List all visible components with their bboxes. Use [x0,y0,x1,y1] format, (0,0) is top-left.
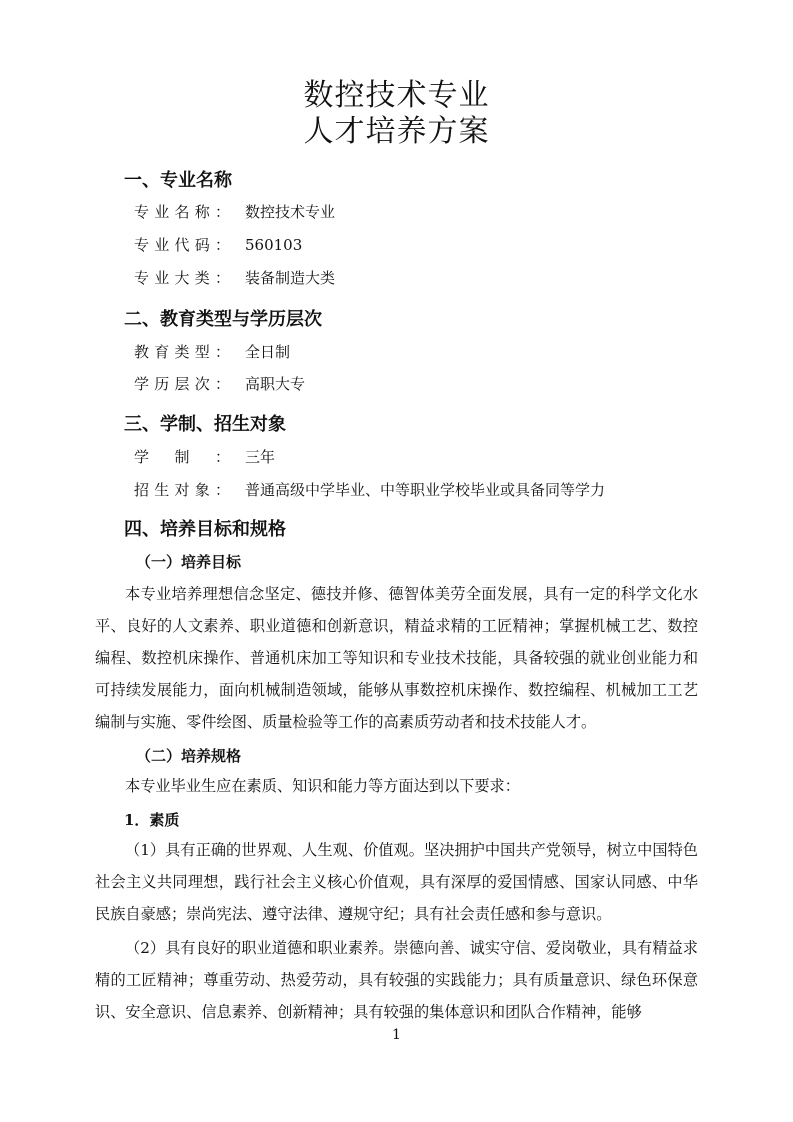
field-label-char: 专 [134,269,150,287]
field-label-char: 专 [134,203,150,221]
field-label-char: 码 [194,236,210,254]
field-value-enrollment-target: 普通高级中学毕业、中等职业学校毕业或具备同等学力 [245,481,606,499]
field-label-char: ： [214,269,230,287]
field-label-char: 象 [194,481,210,499]
subsection-heading-objectives: （一）培养目标 [136,553,242,571]
field-label-char: 专 [134,236,150,254]
field-label-char: 大 [174,269,190,287]
field-label-char: 学 [134,375,150,393]
field-label-enrollment-target [134,480,230,500]
field-label-char: ： [214,203,230,221]
paragraph-objectives: 本专业培养理想信念坚定、德技并修、德智体美劳全面发展，具有一定的科学文化水平、良好的人文素养、职业道德和创新意识，精益求精的工匠精神；掌握机械工艺、数控编程、数控机床操作、普通机床加工等知识和专业技术技能，具备较强的就业创业能力和可持续发展能力，面向机械制造领域，能够从事数控机床操作、数控编程、机械加工工艺编制与实施、零件绘图、质量检验等工作的高素质劳动者和技术技能人才。 [95,585,698,731]
field-label-char: 招 [134,481,150,499]
field-label-char: 教 [134,343,150,361]
field-label-char: 型 [194,343,210,361]
field-label-char: 学 [134,448,150,466]
field-label-education-type [134,342,230,362]
field-label-char: 类 [194,269,210,287]
field-label-char: 业 [154,269,170,287]
field-label-education-level [134,374,230,394]
field-label-char: 类 [174,343,190,361]
field-label-char: ： [214,236,230,254]
field-value-major-name: 数控技术专业 [245,203,336,221]
field-label-char: ： [214,343,230,361]
document-title-line1: 数控技术专业 [303,78,490,113]
paragraph-quality-1: （1）具有正确的世界观、人生观、价值观。坚决拥护中国共产党领导，树立中国特色社会主义共同理想，践行社会主义核心价值观，具有深厚的爱国情感、国家认同感、中华民族自豪感；崇尚宪法、遵守法律、遵规守纪；具有社会责任感和参与意识。 [95,841,698,923]
field-value-education-type: 全日制 [245,343,291,361]
field-label-char: 名 [174,203,190,221]
field-label-major-category [134,268,230,288]
field-label-major-name [134,202,230,222]
field-value-major-code: 560103 [245,236,303,254]
field-label-char: 层 [174,375,190,393]
paragraph-specifications-intro: 本专业毕业生应在素质、知识和能力等方面达到以下要求： [125,777,520,795]
field-label-char: 历 [154,375,170,393]
field-value-duration: 三年 [245,448,276,466]
field-label-char: ： [214,448,230,466]
field-label-major-code [134,235,230,255]
field-label-char: 生 [154,481,170,499]
section-heading-objectives: 四、培养目标和规格 [124,519,286,540]
section-heading-schooling: 三、学制、招生对象 [124,414,286,435]
field-value-major-category: 装备制造大类 [245,269,336,287]
item-heading-quality: 1．素质 [124,811,180,829]
subsection-heading-specifications: （二）培养规格 [136,747,242,765]
field-label-char: ： [214,481,230,499]
field-label-duration [134,447,230,467]
section-heading-education-type: 二、教育类型与学历层次 [124,309,322,330]
field-label-char: 代 [174,236,190,254]
field-label-char: 称 [194,203,210,221]
document-title-line2: 人才培养方案 [303,114,490,149]
field-label-char: 对 [174,481,190,499]
paragraph-quality-2: （2）具有良好的职业道德和职业素养。崇德向善、诚实守信、爱岗敬业，具有精益求精的工匠精神；尊重劳动、热爱劳动，具有较强的实践能力；具有质量意识、绿色环保意识、安全意识、信息素养、创新精神；具有较强的集体意识和团队合作精神，能够 [95,939,698,1021]
page-number: 1 [392,1027,401,1043]
field-label-char: 制 [174,448,190,466]
section-heading-major-name: 一、专业名称 [124,170,232,191]
field-label-char: 业 [154,203,170,221]
field-label-char: 育 [154,343,170,361]
field-label-char: 业 [154,236,170,254]
field-label-char: 次 [194,375,210,393]
field-value-education-level: 高职大专 [245,375,306,393]
field-label-char: ： [214,375,230,393]
